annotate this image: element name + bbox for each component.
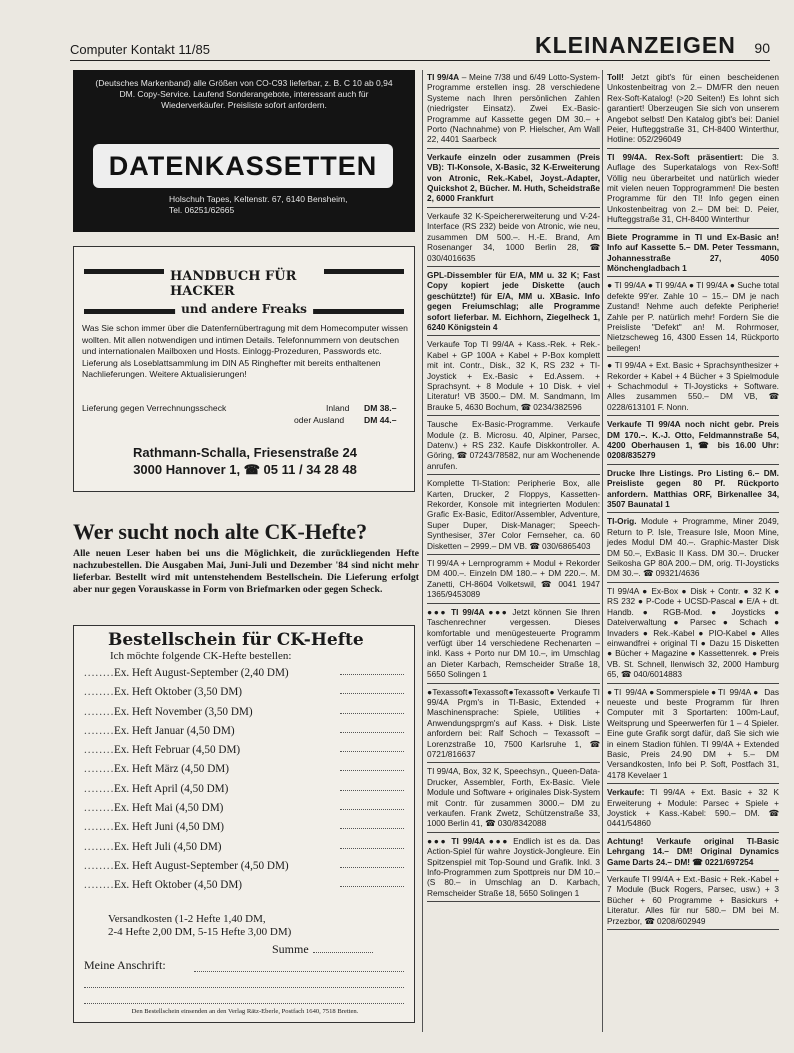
back-issues-notice: [73, 520, 419, 596]
ad-headline: Verkaufe einzeln oder zusammen (Preis VB): TI-Konsole, X-Basic, 32 K-Erweiterung von Atronic, Rek.-Kabel, Joyst.-Adapter, Quickshot 2, Bücher. M. Huth, Scheidstraße 2, 6000 Frankfurt: [427, 151, 600, 204]
shipping-line: Versandkosten (1-2 Hefte 1,40 DM,: [108, 913, 266, 925]
datenkassetten-ad: [73, 70, 415, 232]
amount-line[interactable]: [340, 828, 404, 829]
order-item[interactable]: [84, 876, 404, 895]
order-item-label: Ex. Heft Februar (4,50 DM): [114, 744, 241, 757]
order-form-title: Bestellschein für CK-Hefte: [108, 630, 364, 650]
amount-line[interactable]: [340, 886, 404, 887]
amount-line[interactable]: [340, 732, 404, 733]
quantity-dots[interactable]: ........: [84, 763, 115, 776]
ad-headline: Verkaufe TI 99/4A noch nicht gebr. Preis DM 170.–. K.-J. Otto, Feldmannstraße 54, 4200 Oberhausen 1, ☎ bis 16.00 Uhr: 0208/835279: [607, 419, 779, 461]
ad-text: Verkaufe 32 K-Speichererweiterung und V-24-Interface (RS 232) beide von Atronic, wie neu, zusammen DM 500.–. H.-E. Brand, Am Rosenanger 34, 1000 Berlin 28, ☎ 030/4016635: [427, 210, 600, 263]
address-line[interactable]: [84, 1003, 404, 1004]
ad-text: Jetzt können Sie Ihren Taschenrechner vergessen. Dieses komfortable und menügesteuerte Programm verfügt über 14 verschiedene Rechenarten – inkl. Kass + Porto nur DM 10.–, im Umschlag an Dieter Karbach, Remscheider Straße 18, 5650 Solingen 1: [427, 606, 600, 680]
classified-ad: [607, 687, 779, 785]
quantity-dots[interactable]: ........: [84, 821, 115, 834]
amount-line[interactable]: [340, 770, 404, 771]
classified-ad: [427, 607, 600, 684]
order-form-footer: Den Bestellschein einsenden an den Verlag Rätz-Eberle, Postfach 1640, 7518 Bretten.: [131, 1008, 359, 1015]
ad-headline: GPL-Dissembler für E/A, MM u. 32 K; Fast Copy kopiert jede Diskette (auch geschützte!) für E/A, MM u. XBasic. Info gegen Freiumschlag; alle Programme sofort lieferbar. M. Eichhorn, Ziegelheck 1, 6240 Königstein 4: [427, 269, 600, 332]
order-item[interactable]: [84, 703, 404, 722]
order-item[interactable]: [84, 857, 404, 876]
classified-ad: [607, 516, 779, 582]
page-number: 90: [754, 40, 770, 56]
ad-headline: Achtung! Verkaufe original TI-Basic Lehrgang 14.– DM! Original Dynamics Game Darts 24.– DM! ☎ 0221/697254: [607, 835, 779, 867]
quantity-dots[interactable]: ........: [84, 879, 115, 892]
ad-text: Verkaufe TI 99/4A + Ext.-Basic + Rek.-Kabel + 7 Module (Buck Rogers, Parsec, usw.) + 3 Bücher + 60 Programme + Basickurs + Literatur. Alles für nur 580.– DM bei M. Przezbor, ☎ 0208/602949: [607, 874, 779, 926]
ad-text: ● TI 99/4A + Ext. Basic + Sprachsynthesizer + Rekorder + Kabel + 4 Bücher + 3 Spielmodule + Schachmodul + TI-Joysticks + Software. Alles zusammen 550.– DM VB, ☎ 0228/613101 F. Nonn.: [607, 360, 779, 412]
address-label: Meine Anschrift:: [84, 958, 166, 972]
classified-ad: [607, 232, 779, 278]
classified-ad: [427, 72, 600, 149]
amount-line[interactable]: [340, 809, 404, 810]
ad-headline: ●●● TI 99/4A ●●●: [427, 835, 510, 846]
classified-ad: [427, 687, 600, 764]
sum-label: Summe: [272, 942, 309, 956]
amount-line[interactable]: [340, 848, 404, 849]
ad-headline: Toll!: [607, 72, 624, 82]
ad-text: ●Texassoft●Texassoft●Texassoft● Verkaufe TI 99/4A Prgm's in TI-Basic, Extended + Maschinensprache: Spiele, Utilities + Anwendungsprgm's auf Kass. + Disk. Liste anfordern bei: Ralf Schoch – Texassoft – Lorenzstraße 10, 7500 Karlsruhe 1, ☎ 0721/816637: [427, 686, 600, 759]
ad-headline: ●●● TI 99/4A ●●●: [427, 606, 509, 617]
order-items: [84, 664, 404, 896]
order-item-label: Ex. Heft Juni (4,50 DM): [114, 821, 224, 834]
order-form: [73, 625, 415, 1023]
amount-line[interactable]: [340, 713, 404, 714]
classified-ad: [607, 152, 779, 229]
ad-address: [169, 194, 347, 216]
hacker-title: HANDBUCH FÜR HACKER: [164, 269, 324, 299]
magazine-issue: Computer Kontakt 11/85: [70, 42, 210, 57]
address-line[interactable]: [194, 971, 404, 972]
ausland-price: DM 44.–: [364, 415, 397, 425]
notice-body: Alle neuen Leser haben bei uns die Möglichkeit, die zurückliegenden Hefte nachzubestellen. Die Ausgaben Mai, Juni-Juli und Dezember '84 sind nicht mehr lieferbar. Bestellt wird mit untenstehendem Bestellschein. Die Lieferung erfolgt aber nur gegen Vorauskasse in Form von Briefmarken oder gegen Scheck.: [73, 548, 419, 595]
order-item-label: Ex. Heft August-September (2,40 DM): [114, 667, 289, 679]
classified-ad: [607, 360, 779, 416]
order-item-label: Ex. Heft November (3,50 DM): [114, 705, 253, 718]
shipping-costs: [108, 913, 291, 939]
order-item[interactable]: [84, 741, 404, 760]
hacker-handbook-ad: [73, 246, 415, 492]
column-divider: [422, 70, 423, 1032]
quantity-dots[interactable]: ........: [84, 667, 115, 679]
order-item[interactable]: [84, 760, 404, 779]
ad-text: Endlich ist es da. Das Action-Spiel für wahre Joystick-Jongleure. Ein Spitzenspiel mit Top-Sound und Grafik. Inkl. 3 Info-Programmen zum Spottpreis nur DM 10.– (S 80.– in Umschlag an D. Karbach, Remscheider Straße 18, 5650 Solingen 1: [427, 835, 600, 898]
hacker-title-bar: [84, 269, 404, 299]
classified-ad: [607, 419, 779, 465]
ad-text: Die 3. Auflage des Superkatalogs von Rex-Soft! Völlig neu überarbeitet und natürlich wieder mit vielen neuen Topprogrammen! Die besten Programme für den TI! Info gegen einen Unkostenbeitrag von 2.– DM bei: D. Peier, Hufteggstraße 31, CH-8400 Winterthur: [607, 151, 779, 225]
order-form-subtitle: Ich möchte folgende CK-Hefte bestellen:: [110, 650, 292, 662]
classified-ad: [607, 280, 779, 357]
price-intro: Lieferung gegen Verrechnungsscheck: [82, 403, 227, 413]
classified-ad: [607, 836, 779, 871]
ad-phone: Tel. 06251/62665: [169, 205, 235, 215]
quantity-dots[interactable]: ........: [84, 686, 115, 699]
ad-text: TI 99/4A + Ext. Basic + 32 K Erweiterung + Module: Parsec + Spiele + Joystick + Kass.-Kabel: 590.– DM. ☎ 0441/54860: [607, 787, 779, 829]
ad-text: ● TI 99/4A ● TI 99/4A ● TI 99/4A ● Suche total defekte 99'er. Zahle 10 – 15.– DM je nach Zustand! Nehme auch defekte Peripherie! Zahle per P. natürlich mehr! Fordern Sie die Preisliste "Defekt" an! M. Rohrmoser, Nietzscheweg 16, 4300 Essen 14, Rückporto beilegen!: [607, 280, 779, 353]
quantity-dots[interactable]: ........: [84, 840, 115, 853]
quantity-dots[interactable]: ........: [84, 724, 115, 737]
ad-text: Module + Programme, Miner 2049, Return to P. Isle, Treasure Isle, Moon Mine, jedes Modul DM 40.–. Graphic-Master Disk DM 50.–, ExBasic II Kass. DM 30.–. Drucker Seikosha GP 80A 200.– DM, orig. TI-Joysticks DM 30.–. ☎ 09321/4636: [607, 516, 779, 579]
ad-text: TI 99/4A, Box, 32 K, Speechsyn., Queen-Data-Drucker, Assembler, Forth, Ex-Basic. Viele Module und Software + originales Disk-System mit Contr. für zusammen 3000.– DM zu verkaufen. Frank Zwetz, Schützenstraße 33, 1000 Berlin 41, ☎ 030/8342088: [427, 766, 600, 829]
order-item[interactable]: [84, 799, 404, 818]
quantity-dots[interactable]: ........: [84, 802, 115, 815]
ausland-label: oder Ausland: [294, 415, 345, 425]
order-item-label: Ex. Heft März (4,50 DM): [114, 763, 229, 776]
quantity-dots[interactable]: ........: [84, 859, 115, 872]
order-item-label: Ex. Heft April (4,50 DM): [114, 782, 229, 795]
classified-ad: [427, 478, 600, 555]
classified-ad: [427, 836, 600, 902]
classified-ad: [427, 270, 600, 336]
ad-text: Komplette TI-Station: Peripherie Box, alle Karten, Drucker, 2 Floppys, Kassetten-Rekorder, Konsole mit integrierten Modulen: Grafic Ex-Basic, Editor/Assembler, Adventure, Super Duper, Disk-Manager; Speech-Synthesiser, 37er Color Fernseher, ca. 60 Disketten – 2999.– DM VB. ☎ 030/6865403: [427, 478, 600, 551]
ad-headline: Biete Programme in TI und Ex-Basic an! Info auf Kassette 5.– DM. Peter Tessmann, Johannesstraße 27, 4050 Mönchengladbach 1: [607, 231, 779, 273]
hacker-subtitle-bar: [84, 302, 404, 319]
amount-line[interactable]: [340, 693, 404, 694]
hacker-contact: [82, 444, 408, 478]
classified-ad: [427, 152, 600, 208]
ad-headline: TI 99/4A. Rex-Soft präsentiert:: [607, 151, 744, 162]
page-header: [70, 32, 770, 61]
ad-text: TI 99/4A + Lernprogramm + Modul + Rekorder DM 400.–. Einzeln DM 180.– + DM 220.–. M. Zanetti, CH-8604 Volketswil, ☎ 0041 1947 1365/9453089: [427, 558, 600, 600]
contact-address: Rathmann-Schalla, Friesenstraße 24: [133, 445, 357, 460]
amount-line[interactable]: [340, 790, 404, 791]
order-item-label: Ex. Heft Mai (4,50 DM): [114, 802, 224, 815]
ad-text: ●TI 99/4A●Sommerspiele●TI 99/4A● Das neueste und beste Programm für Ihren Computer mit 3 Sportarten: 100m-Lauf, Weitsprung und Speerwerfen für 1 – 4 Spieler. Eine gute Grafik sorgt dafür, daß Sie sich wie in einem Stadion fühlen. TI 99/4A + Extended Basic, Preis 24.90 DM + 5.– DM Versandkosten, Info bei P. Soft, Postfach 31, 4178 Kevelaer 1: [607, 686, 779, 780]
classified-ad: [607, 586, 779, 684]
order-item-label: Ex. Heft Januar (4,50 DM): [114, 724, 235, 737]
inland-label: Inland: [326, 403, 350, 413]
classifieds-column-right: [607, 72, 779, 933]
classified-ad: [607, 874, 779, 930]
order-item[interactable]: [84, 683, 404, 702]
ad-headline: TI 99/4A: [427, 72, 460, 82]
order-item[interactable]: [84, 722, 404, 741]
hacker-subtitle: und andere Freaks: [175, 302, 313, 316]
order-item[interactable]: [84, 818, 404, 837]
inland-price: DM 38.–: [364, 403, 397, 413]
amount-line[interactable]: [340, 867, 404, 868]
ad-headline: Drucke Ihre Listings. Pro Listing 6.– DM. Preisliste gegen 80 Pf. Rückporto anfordern. Matthias ORF, Birkenallee 34, 3507 Baunatal 1: [607, 467, 779, 510]
ad-headline: TI-Orig.: [607, 516, 637, 527]
hacker-body: Was Sie schon immer über die Datenfernübertragung mit dem Homecomputer wissen wollten. Mit allen notwendigen und intimen Details. Telefonnummern von deutschen und internationalen Mailboxen und Hosts. Einlogg-Prozeduren, Passwords etc. Lieferung als Loseblattsammlung im DIN A5 Ringhefter mit bereits enthaltenen Nachlieferungen. Weitere Aktualisierungen!: [82, 323, 408, 380]
order-item-label: Ex. Heft August-September (4,50 DM): [114, 859, 289, 872]
ad-text: – Meine 7/38 und 6/49 Lotto-System-Programme erstellen insg. 28 verschiedene Systeme nach Ihren persönlichen Zahlen (niedrigster Einsatz). Zwei Ex.-Basic-Programme auf Kassette gegen DM 30.– + Porto (Nachnahme) von P. Hielscher, Am Wall 22, 4401 Saarbeck: [427, 72, 600, 145]
ad-text: Verkaufe Top TI 99/4A + Kass.-Rek. + Rek.-Kabel + GP 100A + Kabel + P-Box komplett mit int. Contr., Disk., 32 K, RS 232 + TI-Joystick + Ex.-Basic + Ed.Assem. + Sprachsynt. + 8 Module + 10 Disk. + viel Literatur! VB 3500.– DM. M. Sandmann, Im Brauke 5, 4630 Bochum, ☎ 0234/382596: [427, 339, 600, 412]
classified-ad: [427, 766, 600, 832]
classifieds-column-middle: [427, 72, 600, 905]
quantity-dots[interactable]: ........: [84, 744, 115, 757]
amount-line[interactable]: [340, 751, 404, 752]
classified-ad: [427, 558, 600, 604]
order-item[interactable]: [84, 780, 404, 799]
sum-field[interactable]: [272, 942, 373, 957]
classified-ad: [607, 787, 779, 833]
order-item-label: Ex. Heft Juli (4,50 DM): [114, 840, 222, 853]
amount-line[interactable]: [340, 674, 404, 675]
order-item[interactable]: [84, 664, 404, 683]
ad-headline: Verkaufe:: [607, 787, 645, 798]
ad-text: TI 99/4A ● Ex-Box ● Disk + Contr. ● 32 K ● RS 232 ● P-Code + UCSD-Pascal ● E/A + dt. Handb. ● RGB-Mod. ● Joysticks ● Dateiverwaltung ● Parsec ● Schach ● Invaders ● Rek.-Kabel ● PIO-Kabel ● Alles einwandfrei + original TI ● Dazu 15 Disketten ● Bücher + Magazine ● Kassettenrek. ● Preis VB. St. Schnell, Ilenwisch 32, 2000 Hamburg 65, ☎ 040/6014883: [607, 585, 779, 680]
ad-address-line: Holschuh Tapes, Keltenstr. 67, 6140 Bensheim,: [169, 194, 348, 204]
classified-ad: [607, 72, 779, 149]
classified-ad: [427, 339, 600, 416]
order-item-label: Ex. Heft Oktober (4,50 DM): [114, 879, 243, 892]
ad-text: Tausche Ex-Basic-Programme. Verkaufe Module (z. B. Microsu. 40, Alpiner, Parsec, Datenv.) + RS 232. Kaufe Diskkontroller. A. Göring, ☎ 07243/78582, nur am Wochenende anrufen.: [427, 419, 600, 471]
order-item[interactable]: [84, 838, 404, 857]
ad-title: DATENKASSETTEN: [93, 144, 393, 188]
quantity-dots[interactable]: ........: [84, 782, 115, 795]
ad-text: Jetzt gibt's für einen bescheidenen Unkostenbeitrag von 2.– DM/FR den neuen Rex-Soft-Katalog! (>20 Seiten!) Es lohnt sich garantiert! Überzeugen Sie sich von unserem Angebot selbst! Den Katalog gibt's bei: Daniel Peier, Hufteggstraße 31, CH-8400 Winterthur, Hotline: 052/296049: [607, 72, 779, 145]
section-title: KLEINANZEIGEN: [535, 32, 736, 58]
shipping-line: 2-4 Hefte 2,00 DM, 5-15 Hefte 3,00 DM): [108, 926, 292, 938]
quantity-dots[interactable]: ........: [84, 705, 115, 718]
ad-intro: (Deutsches Markenband) alle Größen von CO-C93 lieferbar, z. B. C 10 ab 0,94 DM. Copy-Service. Laufend Sonderangebote, interessant auch für Wiederverkäufer. Preisliste sofort anfordern.: [95, 78, 393, 110]
classified-ad: [427, 211, 600, 267]
classified-ad: [427, 419, 600, 475]
order-item-label: Ex. Heft Oktober (3,50 DM): [114, 686, 243, 699]
contact-phone: 3000 Hannover 1, ☎ 05 11 / 34 28 48: [133, 462, 357, 477]
classified-ad: [607, 468, 779, 514]
address-line[interactable]: [84, 987, 404, 988]
column-divider: [602, 70, 603, 1032]
notice-title: Wer sucht noch alte CK-Hefte?: [73, 519, 368, 544]
